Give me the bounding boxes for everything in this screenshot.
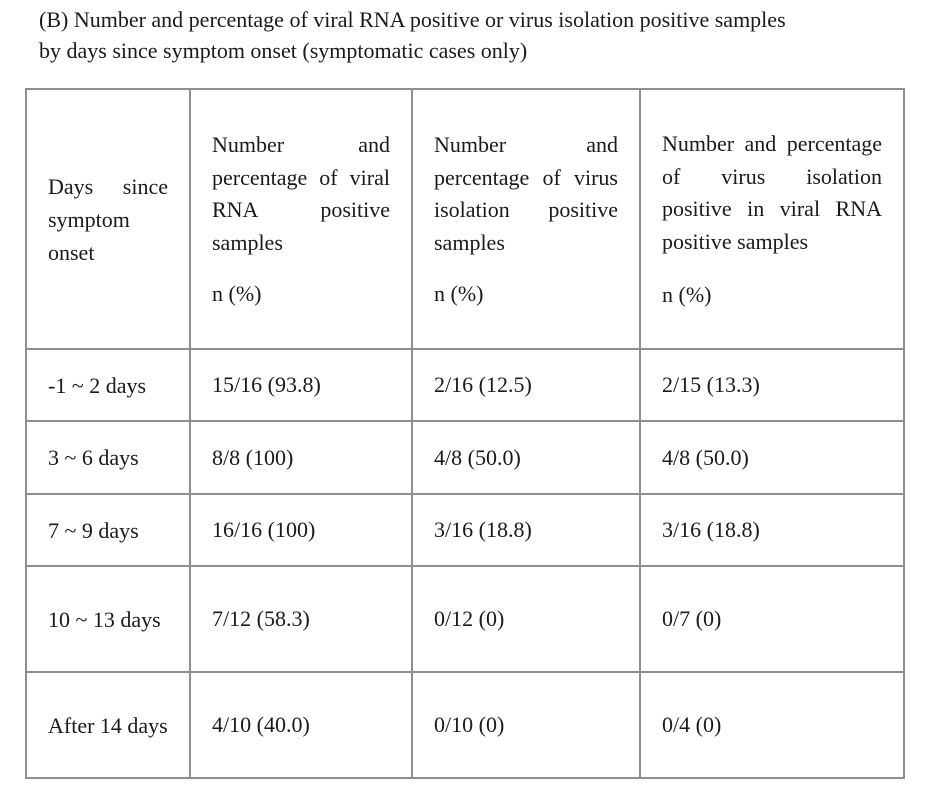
isolation-positive-value: 4/8 (50.0) (434, 444, 521, 470)
caption-line-2: by days since symptom onset (symptomatic cases only) (39, 38, 528, 63)
header-isolation-label: Number and percentage of virus isolation positive samples (434, 132, 618, 255)
rna-positive-value: 8/8 (100) (212, 444, 294, 470)
rna-positive-value: 7/12 (58.3) (212, 606, 310, 631)
table-row (26, 349, 904, 421)
isolation-in-rna-value: 2/15 (13.3) (662, 372, 760, 397)
header-isolation-unit: n (%) (434, 281, 484, 306)
isolation-in-rna-value: 3/16 (18.8) (662, 517, 760, 542)
table-row (26, 421, 904, 494)
table-caption (39, 4, 919, 66)
row-days-label: 10 ~ 13 days (48, 606, 161, 632)
rna-positive-value: 15/16 (93.8) (212, 372, 321, 397)
header-rna-label: Number and percentage of viral RNA positive samples (212, 132, 390, 255)
isolation-positive-value: 0/10 (0) (434, 712, 505, 737)
caption-line-1: (B) Number and percentage of viral RNA positive or virus isolation positive samples (39, 7, 786, 32)
row-days-label: After 14 days (48, 712, 168, 738)
isolation-in-rna-value: 0/4 (0) (662, 712, 722, 737)
header-isolation-in-rna-unit: n (%) (662, 282, 712, 307)
table-header-row (26, 89, 904, 349)
isolation-positive-value: 2/16 (12.5) (434, 372, 532, 397)
table-row (26, 494, 904, 566)
row-days-label: -1 ~ 2 days (48, 372, 147, 398)
rna-positive-value: 4/10 (40.0) (212, 712, 310, 737)
header-cell-rna (190, 89, 412, 349)
isolation-positive-value: 3/16 (18.8) (434, 517, 532, 542)
isolation-in-rna-value: 4/8 (50.0) (662, 444, 749, 470)
isolation-positive-value: 0/12 (0) (434, 606, 505, 631)
isolation-in-rna-value: 0/7 (0) (662, 606, 722, 631)
header-cell-isolation-in-rna (640, 89, 904, 349)
header-days-label: Days since symptom onset (48, 173, 168, 265)
table-row (26, 566, 904, 672)
header-cell-isolation (412, 89, 640, 349)
rna-positive-value: 16/16 (100) (212, 517, 316, 542)
header-cell-days (26, 89, 190, 349)
results-table (25, 88, 905, 779)
table-row (26, 672, 904, 778)
header-rna-unit: n (%) (212, 281, 262, 306)
row-days-label: 3 ~ 6 days (48, 445, 139, 470)
row-days-label: 7 ~ 9 days (48, 517, 139, 543)
header-isolation-in-rna-label: Number and percentage of virus isolation positive in viral RNA positive samples (662, 131, 882, 254)
